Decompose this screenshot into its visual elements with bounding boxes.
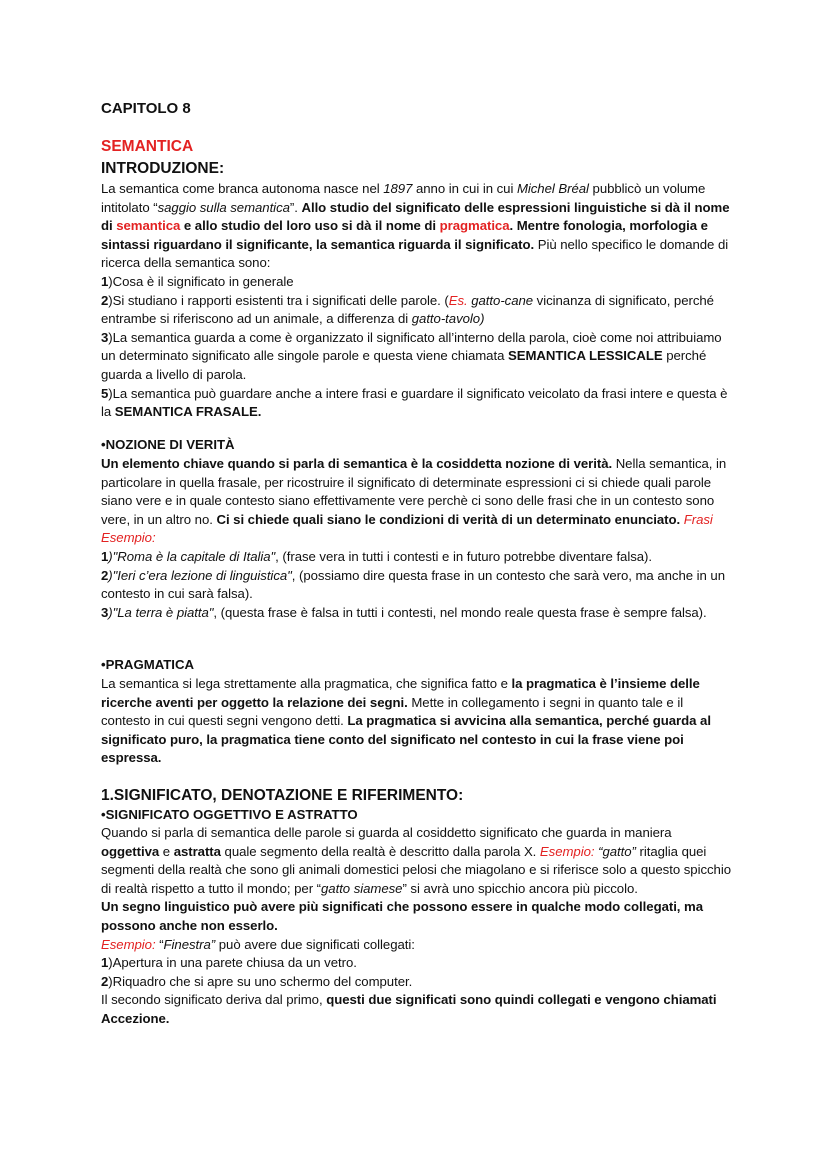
chapter-heading: CAPITOLO 8	[101, 100, 191, 117]
intro-heading: INTRODUZIONE:	[101, 160, 225, 177]
list-item: 2)Riquadro che si apre su uno schermo del computer.	[101, 973, 413, 989]
section-paragraph: Quando si parla di semantica delle parole si guarda al cosiddetto significato che guarda in maniera oggettiva e astratta quale segmento della realtà è descritto dalla parola X. Esempio: “gatto” ritaglia quei segmenti della realtà che sono gli animali domestici pelosi che miagolano e si riferisce solo a questo spicchio di realtà rispetto a tutto il mondo; per “gatto siamese” si avrà uno spicchio ancora più piccolo. Un segno linguistico può avere più significati che possono essere in qualche modo collegati, ma possono anche non esserlo. Esempio: “Finestra” può avere due significati collegati: 1)Apertura in una parete chiusa da un vetro. 2)Riquadro che si apre su uno schermo del computer. Il secondo significato deriva dal primo, questi due significati sono quindi collegati e vengono chiamati Accezione.	[101, 825, 731, 1026]
subsection-heading: •SIGNIFICATO OGGETTIVO E ASTRATTO	[101, 807, 358, 822]
list-item: 1)Cosa è il significato in generale	[101, 273, 294, 289]
example-item: 3)"La terra è piatta", (questa frase è falsa in tutti i contesti, nel mondo reale questa frase è sempre falsa).	[101, 604, 707, 620]
verita-heading: •NOZIONE DI VERITÀ	[101, 437, 235, 452]
intro-paragraph: La semantica come branca autonoma nasce nel 1897 anno in cui in cui Michel Bréal pubblicò un volume intitolato “saggio sulla semantica”. Allo studio del significato delle espressioni linguistiche si dà il nome di semantica e allo studio del loro uso si dà il nome di pragmatica. Mentre fonologia, morfologia e sintassi riguardano il significante, la semantica riguarda il significato. Più nello specifico le domande di ricerca della semantica sono: 1)Cosa è il significato in generale 2)Si studiano i rapporti esistenti tra i significati delle parole. (Es. gatto-cane vicinanza di significato, perché entrambe si riferiscono ad un animale, a differenza di gatto-tavolo) 3)La semantica guarda a come è organizzato il significato all’interno della parola, cioè come noi attribuiamo un determinato significato alle singole parole e questa viene chiamata SEMANTICA LESSICALE perché guarda a livello di parola. 5)La semantica può guardare anche a intere frasi e guardare il significato veicolato da frasi intere e questa è la SEMANTICA FRASALE.	[101, 181, 730, 420]
example-item: 2)"Ieri c’era lezione di linguistica", (possiamo dire questa frase in un contesto che sarà vero, ma anche in un contesto in cui sarà falsa).	[101, 567, 725, 602]
list-item: 1)Apertura in una parete chiusa da un vetro.	[101, 955, 357, 971]
example-item: 1)"Roma è la capitale di Italia", (frase vera in tutti i contesti e in futuro potrebbe diventare falsa).	[101, 548, 653, 564]
list-item: 5)La semantica può guardare anche a intere frasi e guardare il significato veicolato da frasi intere e questa è la SEMANTICA FRASALE.	[101, 385, 728, 420]
verita-paragraph: Un elemento chiave quando si parla di semantica è la cosiddetta nozione di verità. Nella semantica, in particolare in quella frasale, per ricostruire il significato di determinate espressioni ci si chiede quali parole siano vere e in quale contesto siano effettivamente vere perchè ci sono delle frasi che in un contesto sono vere, in un altro no. Ci si chiede quali siano le condizioni di verità di un determinato enunciato. Frasi Esempio: 1)"Roma è la capitale di Italia", (frase vera in tutti i contesti e in futuro potrebbe diventare falsa). 2)"Ieri c’era lezione di linguistica", (possiamo dire questa frase in un contesto che sarà vero, ma anche in un contesto in cui sarà falsa). 3)"La terra è piatta", (questa frase è falsa in tutti i contesti, nel mondo reale questa frase è sempre falsa).	[101, 456, 727, 620]
key-statement: Un segno linguistico può avere più significati che possono essere in qualche modo collegati, ma possono anche non esserlo.	[101, 899, 703, 933]
list-item: 2)Si studiano i rapporti esistenti tra i significati delle parole. (Es. gatto-cane vicinanza di significato, perché entrambe si riferiscono ad un animale, a differenza di gatto-tavolo)	[101, 292, 714, 327]
title-heading: SEMANTICA	[101, 138, 194, 155]
list-item: 3)La semantica guarda a come è organizzato il significato all’interno della parola, cioè come noi attribuiamo un determinato significato alle singole parole e questa viene chiamata SEMANTICA LESSICALE perché guarda a livello di parola.	[101, 329, 722, 382]
section-heading: 1.SIGNIFICATO, DENOTAZIONE E RIFERIMENTO:	[101, 787, 464, 804]
pragmatica-heading: •PRAGMATICA	[101, 657, 195, 672]
pragmatica-paragraph: La semantica si lega strettamente alla pragmatica, che significa fatto e la pragmatica è l’insieme delle ricerche aventi per oggetto la relazione dei segni. Mette in collegamento i segni in quanto tale e il contesto in cui questi segni vengono detti. La pragmatica si avvicina alla semantica, perché guarda al significato puro, la pragmatica tiene conto del significato nel contesto in cui la frase viene poi espressa.	[101, 676, 711, 766]
